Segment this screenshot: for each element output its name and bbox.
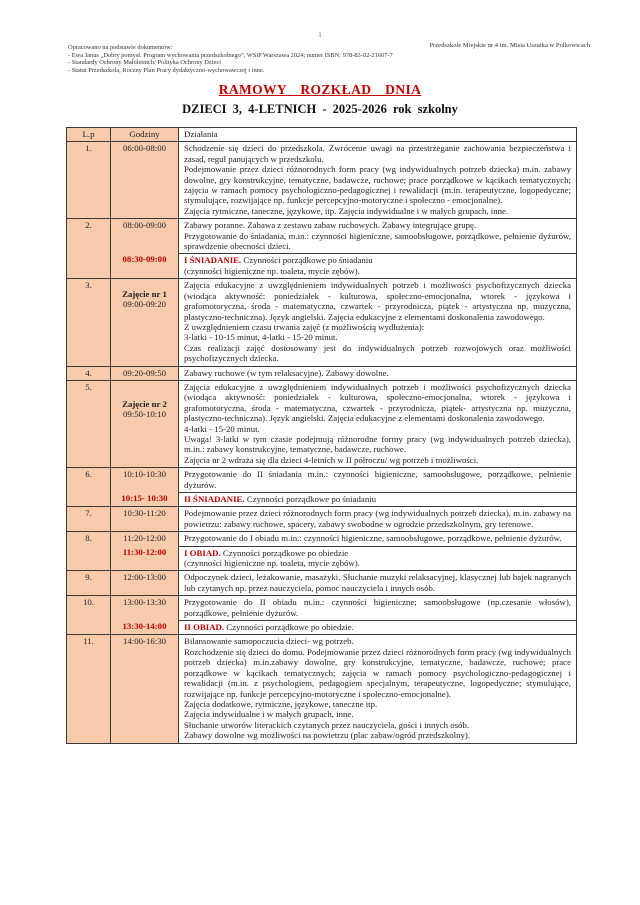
activity-paragraph: Uwaga! 3-latki w tym czasie podejmują różnorodne formy pracy (wg indywidualnych potrzeb dziecka), m.in.: zabawy konstrukcyjne, tematyczne, badawcze, ruchowe.	[184, 433, 571, 455]
time-cell: 13:00-13:30	[111, 596, 179, 620]
schedule-row-1	[67, 141, 576, 218]
time-cell: 14:00-16:30	[111, 635, 179, 742]
activities-cell	[179, 142, 576, 218]
schedule-row-5	[67, 380, 576, 467]
activity-paragraph: Zajęcia indywidualne i w małych grupach, inne.	[184, 709, 354, 720]
activity-paragraph: Zajęcia nr 2 wdraża się dla dzieci 4-letnich w II półroczu/ wg potrzeb i możliwości.	[184, 454, 479, 465]
sources-block	[68, 44, 393, 74]
activities-cell	[179, 532, 576, 545]
activity-paragraph: Przygotowanie do śniadania, m.in.: czynności higieniczne, samoobsługowe, porządkowe, pełnienie dyżurów, sprawdzenie obecności dzieci.	[184, 230, 571, 252]
row-number: 1.	[67, 142, 111, 218]
meal-text: Czynności porządkowe po śniadaniu	[241, 255, 373, 266]
time-cell: 08:00-09:00	[111, 219, 179, 253]
activities-cell	[179, 596, 576, 620]
meal-line2: (czynności higieniczne np. toaleta, mycie zębów).	[184, 558, 360, 569]
activity-paragraph: Odpoczynek dzieci, leżakowanie, masażyki. Słuchanie muzyki relaksacyjnej, klasycznej lub bajek nagranych lub czytanych np. przez nauczyciela, pomoc nauczyciela i innych osób.	[184, 572, 571, 593]
activity-paragraph: Słuchanie utworów literackich czytanych przez nauczyciela, gości i innych osób.	[184, 719, 470, 730]
activity-paragraph: Czas realizacji zajęć dostosowany jest do indywidualnych potrzeb rozwojowych oraz możliwości psychofizycznych dziecka.	[184, 342, 571, 364]
meal-cell	[179, 492, 576, 506]
schedule-row-8	[67, 531, 576, 570]
activities-cell	[179, 468, 576, 492]
activity-paragraph: Rozchodzenie się dzieci do domu. Podejmowanie przez dzieci różnorodnych form pracy (wg indywidualnych potrzeb dziecka) m.in.zabawy dowolne, gry konstrukcyjne, tematyczne, badawcze, ruchowe; prace porządkowe w kącikach tematycznych; zajęcia w ramach pomocy psychologiczno-pedagogicznej i rewalidacji (m.in. z psychologiem, pedagogiem specjalnym, terapeutyczne, logopedyczne; stymulujące, rozwijające np. funkcje percepcyjno-motoryczne i społeczno-emocjonalne).	[184, 646, 571, 699]
meal-text: Czynności porządkowe po śniadaniu	[244, 494, 377, 504]
meal-label: II OBIAD.	[184, 622, 225, 633]
school-name: Przedszkole Miejskie nr 4 im. Misia Uszatka w Polkowicach	[429, 42, 590, 49]
page-number: 1	[318, 31, 322, 39]
source-item: - Standardy Ochrony Małoletnich/ Polityka Ochrony Dzieci	[68, 59, 221, 66]
activities-cell	[179, 219, 576, 253]
row-number: 11.	[67, 635, 111, 742]
time-cell: 09:20-09:50	[111, 367, 179, 380]
activity-paragraph: Podejmowanie przez dzieci różnorodnych form pracy (wg indywidualnych potrzeb dziecka) m.in. zabawy dowolne, gry konstrukcyjne, tematyczne, badawcze, ruchowe; prace porządkowe w kącikach tematycznych; zajęcia w ramach pomocy psychologiczno-pedagogicznej i rewalidacji (m.in. terapeutyczne, logopedyczne; stymulujące, rozwijające np. funkcje percepcyjno-motoryczne i społeczno - emocjonalne).	[184, 164, 571, 206]
row-number: 2.	[67, 219, 111, 278]
activity-paragraph: Zabawy ruchowe (w tym relaksacyjne). Zabawy dowolne.	[184, 367, 389, 378]
meal-line2: (czynności higieniczne np. toaleta, mycie zębów).	[184, 265, 360, 276]
header-lp: L.p	[67, 128, 111, 141]
activity-paragraph: 3-latki - 10-15 minut, 4-latki - 15-20 minut.	[184, 332, 338, 343]
meal-label: II ŚNIADANIE.	[184, 494, 245, 504]
schedule-row-7	[67, 506, 576, 531]
meal-cell	[179, 253, 576, 278]
activity-paragraph: Przygotowanie do I obiadu m.in.: czynności higieniczne, samoobsługowe, porządkowe, pełnienie dyżurów.	[184, 533, 562, 544]
source-item: - Statut Przedszkola, Roczny Plan Pracy dydaktyczno-wychowawczej i inne.	[68, 66, 265, 74]
schedule-row-9	[67, 570, 576, 595]
activity-paragraph: Przygotowanie do II śniadania m.in.: czynności higieniczne, samoobsługowe, porządkowe, pełnienie dyżurów.	[184, 469, 571, 490]
activity-paragraph: Zabawy dowolne wg możliwości na powietrzu (plac zabaw/ogród przedszkolny).	[184, 730, 471, 741]
activity-paragraph: Zajęcia edukacyjne z uwzględnieniem indywidualnych potrzeb i możliwości psychofizycznych dziecka (wiodąca aktywność: poniedziałek - kulturowa, społeczno-emocjonalna, wtorek - językowa i grafomotoryczna, środa - matematyczna, czwartek - przyrodnicza, piątek- artystyczna np. muzyczna, plastyczno-techniczna). Język angielski. Zajęcia edukacyjne z elementami doskonalenia zawodowego.	[184, 381, 571, 424]
meal-cell	[179, 546, 576, 571]
meal-text: Czynności porządkowe po obiedzie	[220, 547, 349, 558]
meal-line	[184, 494, 571, 504]
activities-cell	[179, 367, 576, 380]
schedule-row-11	[67, 634, 576, 742]
activity-paragraph: Schodzenie się dzieci do przedszkola. Zwrócenie uwagi na przestrzeganie zachowania bezpieczeństwa i zasad, reguł panujących w przedszkolu.	[184, 143, 571, 164]
time-cell: 06:00-08:00	[111, 142, 179, 218]
activities-cell	[179, 381, 576, 467]
time-value: 09:00-09:20	[122, 299, 166, 310]
row-number: 3.	[67, 279, 111, 365]
activity-paragraph: Z uwzględnieniem czasu trwania zajęć (z możliwością wydłużenia):	[184, 321, 425, 332]
time-cell: 10:10-10:30	[111, 468, 179, 492]
lesson-label: Zajęcie nr 2	[122, 398, 167, 409]
meal-text: Czynności porządkowe po obiedzie.	[224, 622, 354, 633]
sources-intro: Opracowano na podstawie dokumentów:	[68, 44, 173, 51]
row-number: 10.	[67, 596, 111, 634]
time-cell	[111, 279, 179, 365]
activity-paragraph: Podejmowanie przez dzieci różnorodnych form pracy (wg indywidualnych potrzeb dziecka), m.in. zabawy na powietrzu: zabawy ruchowe, spacery, zabawy swobodne w ogrodzie przedszkolnym, gry terenowe.	[184, 508, 571, 529]
document-subtitle: DZIECI 3, 4-LETNICH - 2025-2026 rok szkolny	[182, 102, 458, 116]
meal-time-red: 11:30-12:00	[111, 546, 179, 571]
activity-paragraph: Zajęcia rytmiczne, taneczne, językowe, itp. Zajęcia indywidualne i w małych grupach, inne.	[184, 205, 509, 216]
header-dzialania: Działania	[179, 128, 576, 141]
schedule-row-10	[67, 595, 576, 634]
document-title: RAMOWY ROZKŁAD DNIA	[218, 82, 422, 97]
meal-time-red: 08:30-09:00	[111, 253, 179, 278]
row-number: 8.	[67, 532, 111, 570]
meal-line	[184, 548, 571, 558]
source-item: - Ewa Janus „Dobry pomysł. Program wychowania przedszkolnego”, WSiP Warszawa 2024; numer ISBN: 978-83-02-21607-7	[68, 51, 393, 59]
row-number: 6.	[67, 468, 111, 506]
row-number: 4.	[67, 367, 111, 380]
activities-cell	[179, 279, 576, 365]
meal-cell	[179, 620, 576, 634]
meal-time-red: 13:30-14:00	[111, 620, 179, 634]
meal-line	[184, 255, 571, 265]
lesson-label: Zajęcie nr 1	[122, 289, 167, 300]
activity-paragraph: 4-latki - 15-20 minut.	[184, 423, 260, 434]
activity-paragraph: Zajęcia dodatkowe, rytmiczne, językowe, taneczne itp.	[184, 698, 378, 709]
meal-line	[184, 622, 571, 632]
activity-paragraph: Zajęcia edukacyjne z uwzględnieniem indywidualnych potrzeb i możliwości psychofizycznych dziecka (wiodąca aktywność: poniedziałek - kulturowa, społeczno-emocjonalna, wtorek - językowa i grafomotoryczna, środa - matematyczna, czwartek - przyrodnicza, piątek - artystyczna np. muzyczna, plastyczno-techniczna). Język angielski. Zajęcia edukacyjne z elementami doskonalenia zawodowego.	[184, 280, 571, 322]
activity-paragraph: Przygotowanie do II obiadu m.in.: czynności higieniczne; samoobsługowe (np.czesanie włosów), porządkowe, pełnienie dyżurów.	[184, 597, 571, 618]
schedule-table	[66, 127, 577, 744]
header-godziny: Godziny	[111, 128, 179, 141]
activity-paragraph: Bilansowanie samopoczucia dzieci- wg potrzeb.	[184, 636, 354, 647]
time-value: 09:50-10:10	[122, 408, 166, 419]
time-cell: 10:30-11:20	[111, 507, 179, 531]
table-header-row	[67, 128, 576, 141]
meal-time-red: 10:15- 10:30	[111, 492, 179, 506]
title-block	[0, 81, 640, 117]
row-number: 5.	[67, 381, 111, 467]
activity-paragraph: Zabawy poranne. Zabawa z zestawu zabaw ruchowych. Zabawy integrujące grupę.	[184, 220, 477, 231]
schedule-row-4	[67, 366, 576, 380]
time-cell	[111, 381, 179, 467]
time-cell: 11:20-12:00	[111, 532, 179, 545]
activities-cell	[179, 571, 576, 595]
activities-cell	[179, 635, 576, 742]
schedule-row-6	[67, 467, 576, 506]
row-number: 9.	[67, 571, 111, 595]
time-cell: 12:00-13:00	[111, 571, 179, 595]
meal-label: I ŚNIADANIE.	[184, 255, 242, 266]
schedule-row-3	[67, 278, 576, 365]
schedule-row-2	[67, 218, 576, 278]
row-number: 7.	[67, 507, 111, 531]
meal-label: I OBIAD.	[184, 547, 221, 558]
activities-cell	[179, 507, 576, 531]
